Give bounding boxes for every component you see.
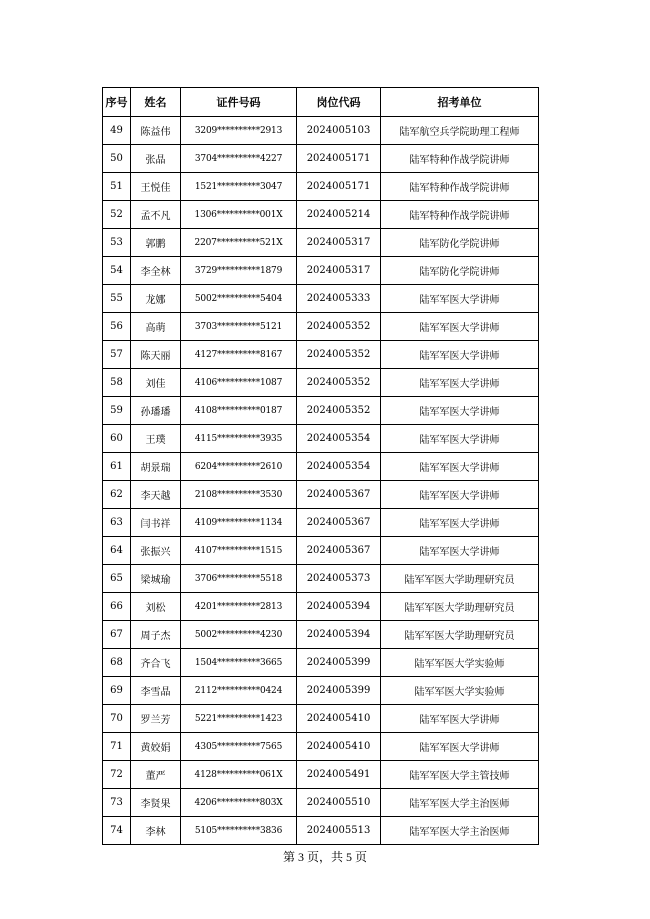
cell-name: 郭鹏 (131, 229, 181, 257)
cell-name: 孙璠璠 (131, 397, 181, 425)
header-seq: 序号 (103, 88, 131, 117)
cell-unit: 陆军军医大学主治医师 (381, 789, 539, 817)
cell-seq: 49 (103, 117, 131, 145)
cell-post-code: 2024005394 (297, 593, 381, 621)
cell-post-code: 2024005352 (297, 397, 381, 425)
table-row (103, 201, 539, 229)
cell-unit: 陆军军医大学主治医师 (381, 817, 539, 845)
cell-post-code: 2024005317 (297, 257, 381, 285)
header-name: 姓名 (131, 88, 181, 117)
cell-unit: 陆军军医大学助理研究员 (381, 621, 539, 649)
cell-unit: 陆军军医大学讲师 (381, 537, 539, 565)
cell-seq: 72 (103, 761, 131, 789)
cell-seq: 67 (103, 621, 131, 649)
cell-post-code: 2024005171 (297, 173, 381, 201)
cell-seq: 55 (103, 285, 131, 313)
cell-seq: 52 (103, 201, 131, 229)
cell-unit: 陆军军医大学讲师 (381, 397, 539, 425)
cell-seq: 59 (103, 397, 131, 425)
cell-name: 梁城瑜 (131, 565, 181, 593)
cell-post-code: 2024005171 (297, 145, 381, 173)
cell-id-number: 4108**********0187 (181, 397, 297, 425)
cell-id-number: 4201**********2813 (181, 593, 297, 621)
cell-seq: 63 (103, 509, 131, 537)
cell-post-code: 2024005354 (297, 425, 381, 453)
cell-unit: 陆军军医大学讲师 (381, 341, 539, 369)
cell-unit: 陆军军医大学讲师 (381, 509, 539, 537)
cell-name: 孟不凡 (131, 201, 181, 229)
cell-seq: 61 (103, 453, 131, 481)
header-unit: 招考单位 (381, 88, 539, 117)
table-row (103, 229, 539, 257)
cell-name: 李天越 (131, 481, 181, 509)
cell-unit: 陆军军医大学讲师 (381, 705, 539, 733)
cell-post-code: 2024005373 (297, 565, 381, 593)
cell-name: 龙娜 (131, 285, 181, 313)
cell-name: 闫书祥 (131, 509, 181, 537)
cell-post-code: 2024005367 (297, 481, 381, 509)
cell-unit: 陆军防化学院讲师 (381, 257, 539, 285)
cell-unit: 陆军军医大学实验师 (381, 649, 539, 677)
cell-post-code: 2024005410 (297, 705, 381, 733)
table-body (103, 117, 539, 845)
cell-id-number: 3729**********1879 (181, 257, 297, 285)
table-row (103, 649, 539, 677)
candidate-table (102, 87, 539, 845)
cell-name: 陈天丽 (131, 341, 181, 369)
cell-seq: 50 (103, 145, 131, 173)
table-row (103, 705, 539, 733)
table-row (103, 341, 539, 369)
cell-seq: 53 (103, 229, 131, 257)
table-row (103, 733, 539, 761)
table-row (103, 509, 539, 537)
cell-id-number: 3209**********2913 (181, 117, 297, 145)
cell-id-number: 5002**********4230 (181, 621, 297, 649)
cell-name: 齐合飞 (131, 649, 181, 677)
cell-post-code: 2024005352 (297, 313, 381, 341)
cell-id-number: 3704**********4227 (181, 145, 297, 173)
cell-seq: 58 (103, 369, 131, 397)
cell-name: 李全林 (131, 257, 181, 285)
table-row (103, 117, 539, 145)
cell-post-code: 2024005399 (297, 677, 381, 705)
cell-seq: 74 (103, 817, 131, 845)
cell-unit: 陆军军医大学讲师 (381, 285, 539, 313)
table-row (103, 817, 539, 845)
cell-name: 李雪晶 (131, 677, 181, 705)
cell-seq: 62 (103, 481, 131, 509)
table-row (103, 761, 539, 789)
cell-id-number: 4109**********1134 (181, 509, 297, 537)
cell-id-number: 4206**********803X (181, 789, 297, 817)
table-row (103, 173, 539, 201)
cell-seq: 56 (103, 313, 131, 341)
table-row (103, 481, 539, 509)
cell-seq: 64 (103, 537, 131, 565)
cell-name: 张振兴 (131, 537, 181, 565)
cell-name: 周子杰 (131, 621, 181, 649)
cell-post-code: 2024005103 (297, 117, 381, 145)
cell-post-code: 2024005510 (297, 789, 381, 817)
cell-name: 高萌 (131, 313, 181, 341)
table-row (103, 285, 539, 313)
table-row (103, 313, 539, 341)
cell-unit: 陆军军医大学讲师 (381, 313, 539, 341)
cell-id-number: 4106**********1087 (181, 369, 297, 397)
table-row (103, 257, 539, 285)
cell-post-code: 2024005354 (297, 453, 381, 481)
cell-name: 张晶 (131, 145, 181, 173)
cell-id-number: 5002**********5404 (181, 285, 297, 313)
table-row (103, 593, 539, 621)
cell-name: 黄姣娟 (131, 733, 181, 761)
cell-unit: 陆军军医大学助理研究员 (381, 565, 539, 593)
cell-unit: 陆军军医大学讲师 (381, 425, 539, 453)
cell-name: 李贤果 (131, 789, 181, 817)
header-id-number: 证件号码 (181, 88, 297, 117)
table-row (103, 789, 539, 817)
header-row (103, 88, 539, 117)
table-row (103, 369, 539, 397)
cell-id-number: 5221**********1423 (181, 705, 297, 733)
cell-post-code: 2024005491 (297, 761, 381, 789)
cell-unit: 陆军航空兵学院助理工程师 (381, 117, 539, 145)
cell-post-code: 2024005394 (297, 621, 381, 649)
cell-unit: 陆军军医大学讲师 (381, 733, 539, 761)
cell-unit: 陆军军医大学实验师 (381, 677, 539, 705)
cell-id-number: 4107**********1515 (181, 537, 297, 565)
cell-name: 王璞 (131, 425, 181, 453)
cell-id-number: 3706**********5518 (181, 565, 297, 593)
table-row (103, 145, 539, 173)
cell-id-number: 6204**********2610 (181, 453, 297, 481)
cell-unit: 陆军军医大学讲师 (381, 453, 539, 481)
cell-seq: 60 (103, 425, 131, 453)
cell-unit: 陆军军医大学助理研究员 (381, 593, 539, 621)
cell-name: 李林 (131, 817, 181, 845)
table-row (103, 621, 539, 649)
cell-id-number: 1504**********3665 (181, 649, 297, 677)
cell-id-number: 2207**********521X (181, 229, 297, 257)
cell-seq: 65 (103, 565, 131, 593)
cell-name: 刘松 (131, 593, 181, 621)
cell-id-number: 3703**********5121 (181, 313, 297, 341)
cell-id-number: 2108**********3530 (181, 481, 297, 509)
cell-id-number: 1521**********3047 (181, 173, 297, 201)
table-row (103, 537, 539, 565)
cell-unit: 陆军特种作战学院讲师 (381, 173, 539, 201)
page-footer: 第 3 页，共 5 页 (282, 850, 367, 864)
cell-name: 王悦佳 (131, 173, 181, 201)
cell-name: 刘佳 (131, 369, 181, 397)
cell-post-code: 2024005352 (297, 369, 381, 397)
cell-unit: 陆军军医大学讲师 (381, 369, 539, 397)
cell-id-number: 4127**********8167 (181, 341, 297, 369)
cell-name: 罗兰芳 (131, 705, 181, 733)
cell-id-number: 1306**********001X (181, 201, 297, 229)
cell-unit: 陆军军医大学讲师 (381, 481, 539, 509)
cell-seq: 69 (103, 677, 131, 705)
cell-seq: 71 (103, 733, 131, 761)
cell-name: 陈益伟 (131, 117, 181, 145)
table-row (103, 677, 539, 705)
cell-post-code: 2024005367 (297, 509, 381, 537)
cell-seq: 66 (103, 593, 131, 621)
cell-seq: 54 (103, 257, 131, 285)
cell-seq: 57 (103, 341, 131, 369)
cell-post-code: 2024005333 (297, 285, 381, 313)
cell-seq: 68 (103, 649, 131, 677)
cell-id-number: 4128**********061X (181, 761, 297, 789)
cell-post-code: 2024005367 (297, 537, 381, 565)
cell-unit: 陆军特种作战学院讲师 (381, 145, 539, 173)
cell-post-code: 2024005399 (297, 649, 381, 677)
cell-unit: 陆军特种作战学院讲师 (381, 201, 539, 229)
table-row (103, 397, 539, 425)
cell-post-code: 2024005317 (297, 229, 381, 257)
cell-id-number: 2112**********0424 (181, 677, 297, 705)
cell-id-number: 5105**********3836 (181, 817, 297, 845)
cell-seq: 70 (103, 705, 131, 733)
cell-name: 胡景瑞 (131, 453, 181, 481)
table-row (103, 453, 539, 481)
table-row (103, 565, 539, 593)
cell-id-number: 4115**********3935 (181, 425, 297, 453)
cell-name: 董严 (131, 761, 181, 789)
cell-id-number: 4305**********7565 (181, 733, 297, 761)
cell-unit: 陆军军医大学主管技师 (381, 761, 539, 789)
cell-post-code: 2024005214 (297, 201, 381, 229)
cell-seq: 51 (103, 173, 131, 201)
header-post-code: 岗位代码 (297, 88, 381, 117)
cell-post-code: 2024005513 (297, 817, 381, 845)
cell-post-code: 2024005410 (297, 733, 381, 761)
cell-post-code: 2024005352 (297, 341, 381, 369)
cell-seq: 73 (103, 789, 131, 817)
cell-unit: 陆军防化学院讲师 (381, 229, 539, 257)
table-row (103, 425, 539, 453)
